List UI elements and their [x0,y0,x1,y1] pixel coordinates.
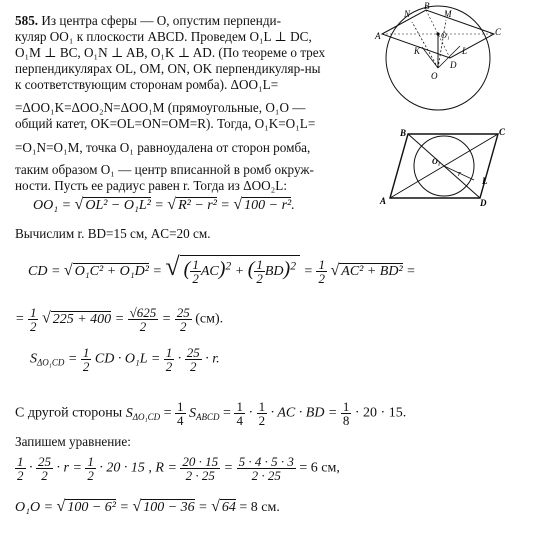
rhombus-figure [378,126,508,208]
label-b2: B [400,128,407,138]
label-c: C [495,27,502,37]
label-c2: C [499,127,506,137]
equation-radius: $\frac{1}{2}$ · $\frac{25}{2}$ · r = $\frac{1}{2}$ · 20 · 15 , R = $\frac{20 \cdot 15}{2 \cdot 25}$ = $\frac{5 \cdot 4 \cdot 5 \cdot 3}{2 \cdot 25}$ = 6 см, [17,454,340,483]
equation-cd: CD = √ O₁C² + O₁D² = √ ( $\frac{1}{2}$ AC)$^2$ + ( $\frac{1}{2}$ BD)$^2$ = $\frac{1}{2}$ √ AC² + BD² = [28,252,416,287]
equation-cd-value: = $\frac{1}{2}$ √ 225 + 400 = $\frac{√625}{2}$ = $\frac{25}{2}$ (см). [15,305,224,334]
equation-area-o1cd: $S_{\Delta O_1CD}$ = $\frac{1}{2}$ CD · O₁L = $\frac{1}{2}$ · $\frac{25}{2}$ · r. [30,345,220,374]
label-o1: O₁ [441,31,450,40]
problem-line-4: перпендикулярах OL, OM, ON, OK перпендикуляр-ны [15,61,321,76]
problem-line-5: к соответствующим сторонам ромба). ΔOO₁L= [15,77,279,92]
problem-line-3: O₁M ⊥ BC, O₁N ⊥ AB, O₁K ⊥ AD. (По теореме о трех [15,45,326,60]
label-r: r [458,169,462,178]
label-n: N [404,9,411,19]
equation-o1o: O₁O = √ 100 − 6² = √ 100 − 36 = √ 64 = 8 см. [15,498,280,515]
problem-number: 585. [15,13,39,28]
label-k: K [414,46,421,56]
problem-text-line: Из центра сферы — O, опустим перпенди- [41,13,281,28]
label-b: B [424,2,430,11]
compute-line: Вычислим r. BD=15 см, AC=20 см. [15,226,211,241]
label-l2: L [482,176,488,186]
sphere-figure [372,2,507,120]
problem-line-1 [15,13,370,28]
label-o: O [431,71,438,81]
label-d: D [450,60,457,70]
problem-line-9: таким образом O₁ — центр вписанной в ромб окруж- [15,162,314,177]
problem-line-8: =O₁N=O₁M, точка O₁ равноудалена от сторон ромба, [15,140,311,155]
problem-line-10: ности. Пусть ее радиус равен r. Тогда из ΔOO₂L: [15,178,287,193]
label-a2: A [380,196,387,206]
label-l: L [462,46,468,56]
label-o1-2: O₁ [432,157,441,166]
label-m: M [444,9,452,19]
problem-line-7: общий катет, OK=OL=ON=OM=R). Тогда, O₁K=O₁L= [15,116,316,131]
equation-oo1: OO₁ = √ OL² − O₁L² = √ R² − r² = √ 100 − r². [33,196,295,213]
write-equation-line: Запишем уравнение: [15,434,131,449]
label-d2: D [480,198,487,208]
label-a: A [375,31,381,41]
equation-other-side: С другой стороны $S_{\Delta O_1CD}$ = $\frac{1}{4}$ $S_{ABCD}$ = $\frac{1}{4}$ · $\frac{1}{2}$ · AC · BD = $\frac{1}{8}$ · 20 · 15. [15,399,407,428]
problem-line-6: =ΔOO₁K=ΔOO₂N=ΔOO₁M (прямоугольные, O₁O — [15,100,306,115]
problem-line-2: куляр OO₁ к плоскости ABCD. Проведем O₁L ⊥ DC, [15,29,312,44]
